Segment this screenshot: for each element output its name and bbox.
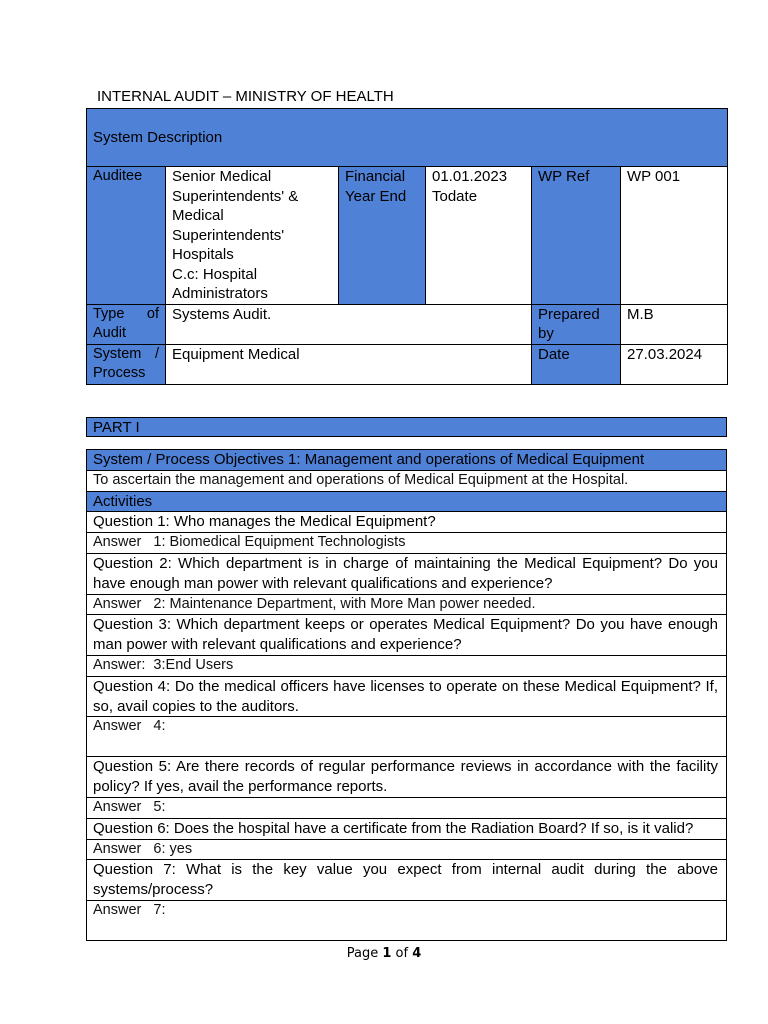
system-process-label <box>87 344 166 384</box>
objectives-description: To ascertain the management and operations of Medical Equipment at the Hospital. <box>87 470 727 491</box>
wp-ref-value: WP 001 <box>621 167 728 305</box>
wp-ref-label: WP Ref <box>532 167 621 305</box>
auditee-line: Hospitals <box>172 246 234 263</box>
activities-label: Activities <box>87 491 727 512</box>
answer-5: Answer 5: <box>87 797 727 818</box>
date-label: Date <box>532 344 621 384</box>
answer-4: Answer 4: <box>87 717 727 757</box>
answer-7: Answer 7: <box>87 900 727 940</box>
part-heading: PART I <box>86 417 727 437</box>
financial-year-end-value <box>426 167 532 305</box>
system-label-line: Process <box>93 365 146 381</box>
auditee-line: Medical <box>172 207 224 224</box>
auditee-value <box>166 167 339 305</box>
fye-value-line: Todate <box>432 187 478 205</box>
answer-2: Answer 2: Maintenance Department, with More Man power needed. <box>87 594 727 615</box>
type-label-line: Type of <box>93 305 159 322</box>
objectives-heading: System / Process Objectives 1: Management and operations of Medical Equipment <box>87 450 727 471</box>
question-6: Question 6: Does the hospital have a certificate from the Radiation Board? If so, is it valid? <box>87 818 727 839</box>
answer-3: Answer: 3:End Users <box>87 655 727 676</box>
system-label-line: System / <box>93 345 159 362</box>
prepared-by-value: M.B <box>621 304 728 344</box>
question-2: Question 2: Which department is in charge of maintaining the Medical Equipment? Do you have enough man power with relevant qualifications and experience? <box>87 553 727 594</box>
page-footer <box>0 946 768 961</box>
question-5: Question 5: Are there records of regular performance reviews in accordance with the facility policy? If yes, avail the performance reports. <box>87 757 727 798</box>
system-description-label: System Description <box>87 109 728 167</box>
type-of-audit-value: Systems Audit. <box>166 304 532 344</box>
objectives-table <box>86 449 727 941</box>
question-4: Question 4: Do the medical officers have licenses to operate on these Medical Equipment? If, so, avail copies to the auditors. <box>87 676 727 717</box>
fye-value-line: 01.01.2023 <box>432 168 508 185</box>
auditee-line: Superintendents' & <box>172 187 299 205</box>
fye-label-line: Financial <box>345 168 406 185</box>
date-value: 27.03.2024 <box>621 344 728 384</box>
prepared-by-label <box>532 304 621 344</box>
fye-label-line: Year End <box>345 187 407 205</box>
question-1: Question 1: Who manages the Medical Equipment? <box>87 512 727 533</box>
question-3: Question 3: Which department keeps or operates Medical Equipment? Do you have enough man power with relevant qualifications and experience? <box>87 615 727 656</box>
financial-year-end-label <box>339 167 426 305</box>
footer-page-number: 1 <box>382 946 392 961</box>
answer-1: Answer 1: Biomedical Equipment Technologists <box>87 533 727 554</box>
auditee-line: Administrators <box>172 285 268 302</box>
system-process-value: Equipment Medical <box>166 344 532 384</box>
auditee-line: C.c: Hospital <box>172 265 258 283</box>
prepared-label-line: by <box>538 325 554 342</box>
type-of-audit-label <box>87 304 166 344</box>
auditee-line: Senior Medical <box>172 168 272 185</box>
auditee-label: Auditee <box>87 167 166 305</box>
header-table <box>86 108 728 385</box>
footer-page-total: 4 <box>412 946 422 961</box>
prepared-label-line: Prepared <box>538 305 600 323</box>
type-label-line: Audit <box>93 325 127 341</box>
footer-page-word: Page <box>346 946 379 961</box>
document-title: INTERNAL AUDIT – MINISTRY OF HEALTH <box>97 88 394 105</box>
question-7: Question 7: What is the key value you expect from internal audit during the above systems/process? <box>87 860 727 901</box>
auditee-line: Superintendents' <box>172 226 285 244</box>
answer-6: Answer 6: yes <box>87 839 727 860</box>
footer-of-word: of <box>395 946 409 961</box>
